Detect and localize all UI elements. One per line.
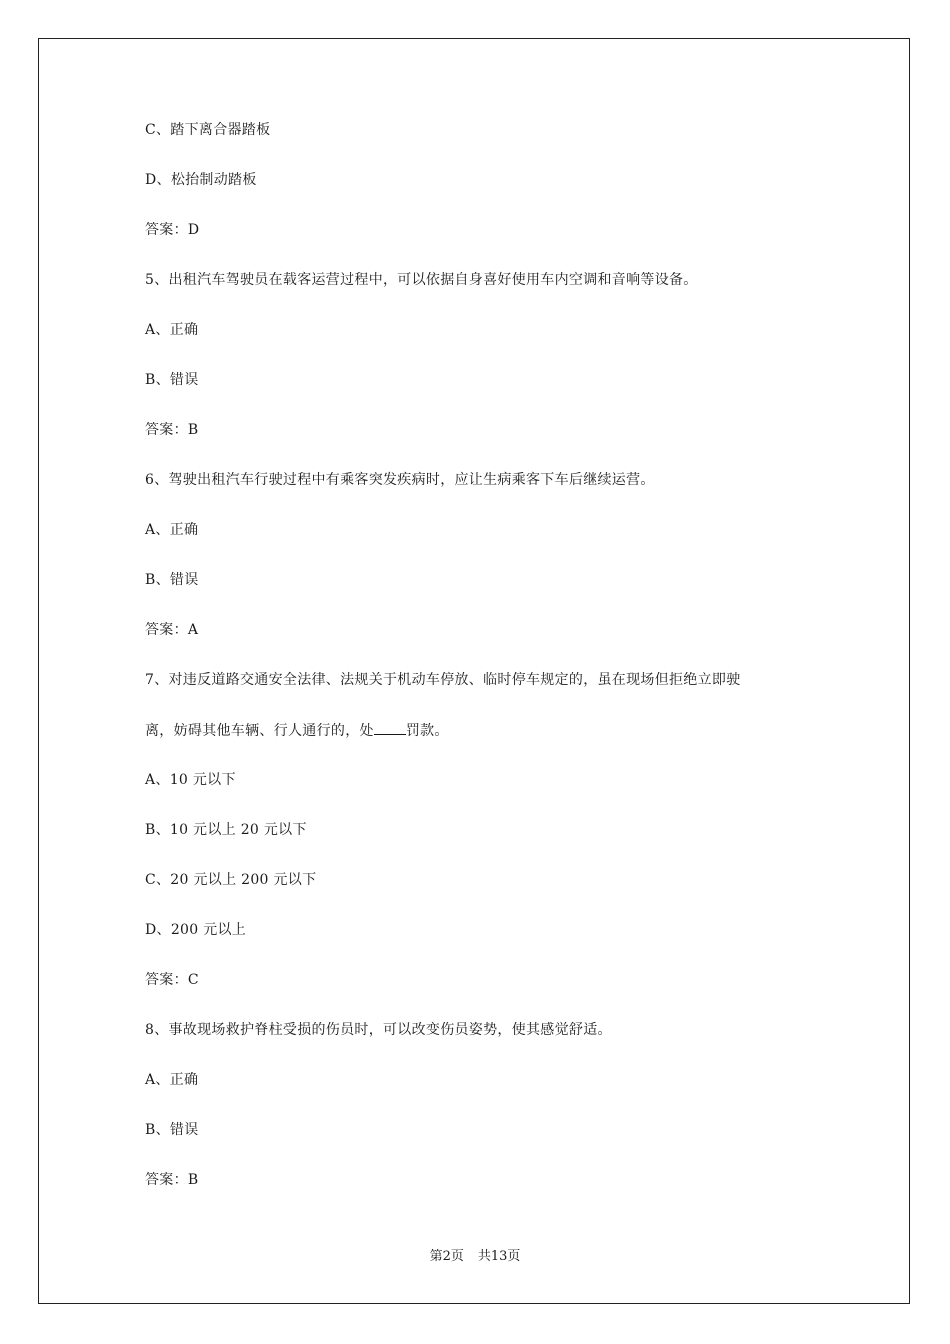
option-a: A、10 元以下 [145,772,236,788]
fill-in-blank [374,720,406,735]
question-7-text: 离，妨碍其他车辆、行人通行的，处 [145,723,374,739]
question-6: 6、驾驶出租汽车行驶过程中有乘客突发疾病时，应让生病乘客下车后继续运营。 [145,472,655,488]
question-5: 5、出租汽车驾驶员在载客运营过程中，可以依据自身喜好使用车内空调和音响等设备。 [145,272,698,288]
option-a: A、正确 [145,1072,199,1088]
answer-7: 答案：C [145,972,199,988]
option-b: B、10 元以上 20 元以下 [145,822,307,838]
option-b: B、错误 [145,1122,199,1138]
option-d: D、松抬制动踏板 [145,172,257,188]
answer-8: 答案：B [145,1172,199,1188]
answer-4: 答案：D [145,222,200,238]
page-footer [0,1248,950,1266]
question-7-continuation [145,720,825,740]
option-c: C、20 元以上 200 元以下 [145,872,317,888]
question-7: 7、对违反道路交通安全法律、法规关于机动车停放、临时停车规定的，虽在现场但拒绝立即驶 [145,672,741,688]
option-a: A、正确 [145,522,199,538]
question-8: 8、事故现场救护脊柱受损的伤员时，可以改变伤员姿势，使其感觉舒适。 [145,1022,612,1038]
answer-6: 答案：A [145,622,199,638]
page-number: 第2页 [429,1249,464,1264]
question-7-text-end: 罚款。 [405,723,449,739]
option-b: B、错误 [145,572,199,588]
option-c: C、踏下离合器踏板 [145,122,271,138]
document-body [145,120,825,1220]
page-total: 共13页 [477,1249,521,1264]
option-a: A、正确 [145,322,199,338]
option-b: B、错误 [145,372,199,388]
option-d: D、200 元以上 [145,922,247,938]
answer-5: 答案：B [145,422,199,438]
